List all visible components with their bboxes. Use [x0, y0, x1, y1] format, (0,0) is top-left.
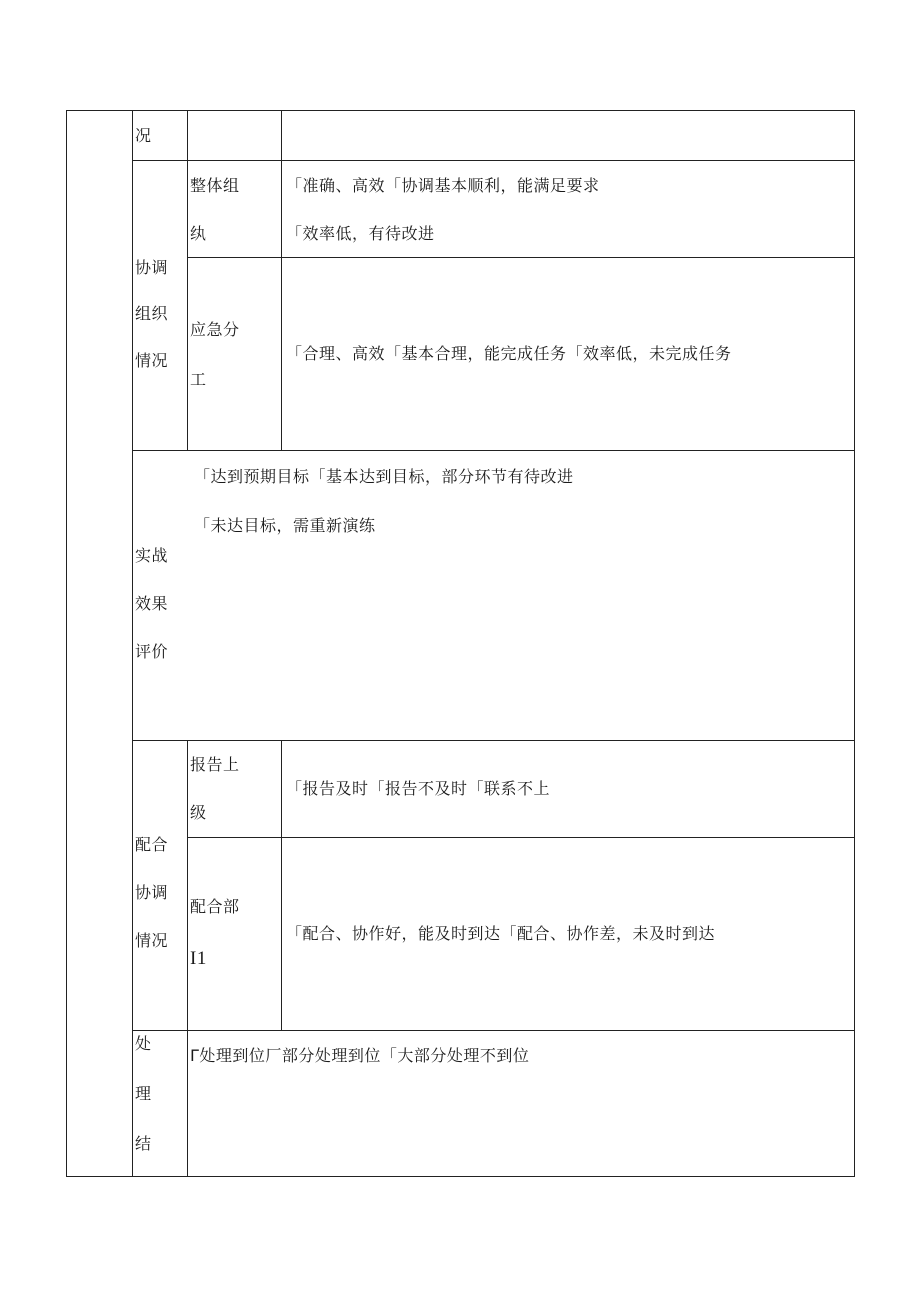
- table-border-left: [66, 110, 67, 1177]
- combat-effect-label-line3: 评价: [135, 642, 169, 661]
- row-divider: [132, 1030, 854, 1031]
- emergency-division-label-line1: 应急分: [190, 320, 240, 339]
- cooperation-label-line3: 情况: [135, 931, 169, 950]
- table-border-right: [854, 110, 855, 1177]
- column-divider: [281, 740, 282, 1031]
- row-divider: [187, 257, 854, 258]
- cooperation-dept-options: 「配合、协作好，能及时到达「配合、协作差，未及时到达: [286, 924, 716, 943]
- row-divider: [132, 740, 854, 741]
- overall-org-options-line1: 「准确、高效「协调基本顺利，能满足要求: [286, 176, 600, 195]
- report-superior-label-line1: 报告上: [190, 755, 240, 774]
- emergency-division-label-line2: 工: [190, 370, 207, 389]
- combat-effect-label-line1: 实战: [135, 546, 169, 565]
- handling-result-label-line2: 理: [135, 1084, 152, 1103]
- overall-org-label-line1: 整体组: [190, 176, 240, 195]
- handling-result-options: Γ处理到位厂部分处理到位「大部分处理不到位: [190, 1046, 530, 1065]
- combat-effect-options-line2: 「未达目标，需重新演练: [194, 516, 376, 535]
- handling-result-label-line3: 结: [135, 1134, 152, 1153]
- cooperation-dept-label-line1: 配合部: [190, 897, 240, 916]
- overall-org-label-line2: 纨: [190, 224, 207, 243]
- situation-label: 况: [135, 126, 152, 145]
- report-superior-options: 「报告及时「报告不及时「联系不上: [286, 779, 551, 798]
- table-border-top: [66, 110, 854, 111]
- row-divider: [132, 160, 854, 161]
- row-divider: [132, 450, 854, 451]
- report-superior-label-line2: 级: [190, 803, 207, 822]
- column-divider: [281, 110, 282, 451]
- row-divider: [187, 837, 854, 838]
- coordination-label-line1: 协调: [135, 258, 169, 277]
- column-divider: [187, 740, 188, 1177]
- overall-org-options-line2: 「效率低，有待改进: [286, 224, 435, 243]
- cooperation-dept-label-line2: I1: [190, 948, 207, 969]
- coordination-label-line2: 组织: [135, 304, 169, 323]
- cooperation-label-line2: 协调: [135, 883, 169, 902]
- cooperation-label-line1: 配合: [135, 835, 169, 854]
- emergency-division-options: 「合理、高效「基本合理，能完成任务「效率低，未完成任务: [286, 344, 732, 363]
- table-border-bottom: [66, 1176, 854, 1177]
- coordination-label-line3: 情况: [135, 351, 169, 370]
- combat-effect-label-line2: 效果: [135, 594, 169, 613]
- column-divider: [132, 110, 133, 1177]
- combat-effect-options-line1: 「达到预期目标「基本达到目标，部分环节有待改进: [194, 467, 574, 486]
- column-divider: [187, 110, 188, 451]
- handling-result-label-line1: 处: [135, 1034, 152, 1053]
